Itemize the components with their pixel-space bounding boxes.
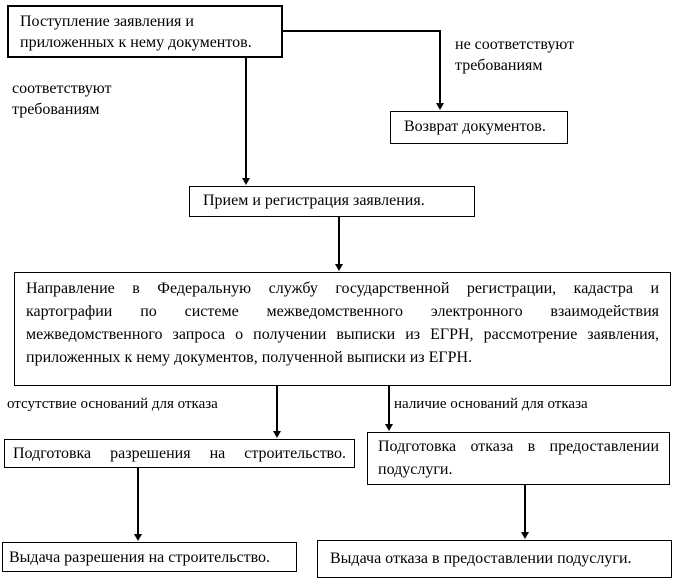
edge-receipt-return-vline bbox=[439, 30, 441, 104]
node-issue-permit-label: Выдача разрешения на строительство. bbox=[9, 549, 271, 566]
node-issue-refusal bbox=[317, 540, 672, 578]
node-registration-label: Прием и регистрация заявления. bbox=[203, 192, 425, 209]
node-prepare-refusal-line: подуслуги. bbox=[378, 461, 453, 478]
node-receipt-label: Поступление заявления и приложенных к нему документов. bbox=[20, 13, 252, 51]
node-registration bbox=[189, 186, 475, 217]
edge-egrn-prepare-refusal-stem bbox=[388, 386, 390, 425]
edge-label-refusal-grounds bbox=[394, 394, 588, 415]
node-egrn-request-line: Направление в Федеральную службу государственной регистрации, кадастра и bbox=[26, 280, 659, 297]
node-prepare-permit bbox=[4, 439, 355, 468]
node-prepare-refusal bbox=[367, 432, 670, 485]
edge-prepare-issue-permit-arrowhead bbox=[134, 534, 142, 541]
node-return-documents-label: Возврат документов. bbox=[404, 118, 546, 135]
node-receipt-of-application bbox=[7, 5, 283, 58]
node-egrn-request-line: межведомственного запроса о получении выписки из ЕГРН, рассмотрение заявления, bbox=[26, 326, 659, 343]
node-issue-refusal-label: Выдача отказа в предоставлении подуслуги. bbox=[330, 550, 632, 567]
edge-receipt-return-hline bbox=[283, 30, 441, 32]
edge-label-not-meets-requirements-text: не соответствуют требованиям bbox=[455, 36, 575, 74]
edge-label-no-refusal-grounds-text: отсутствие оснований для отказа bbox=[7, 396, 218, 412]
edge-egrn-prepare-permit-arrowhead bbox=[273, 431, 281, 438]
edge-prepare-issue-refusal-stem bbox=[524, 485, 526, 533]
node-egrn-request bbox=[14, 272, 671, 386]
edge-prepare-issue-permit-stem bbox=[137, 468, 139, 535]
node-prepare-refusal-line: Подготовка отказа в предоставлении bbox=[378, 438, 659, 455]
edge-receipt-return-arrowhead bbox=[436, 103, 444, 110]
edge-registration-egrn-stem bbox=[338, 217, 340, 265]
node-issue-permit bbox=[2, 542, 297, 572]
edge-egrn-prepare-refusal-arrowhead bbox=[385, 424, 393, 431]
edge-label-refusal-grounds-text: наличие оснований для отказа bbox=[394, 396, 588, 412]
edge-receipt-registration-stem bbox=[245, 58, 247, 179]
node-prepare-permit-label: Подготовка разрешения на строительство. bbox=[13, 445, 346, 462]
edge-label-meets-requirements bbox=[12, 78, 152, 120]
edge-label-no-refusal-grounds bbox=[7, 394, 218, 415]
edge-receipt-registration-arrowhead bbox=[242, 178, 250, 185]
edge-registration-egrn-arrowhead bbox=[335, 264, 343, 271]
edge-egrn-prepare-permit-stem bbox=[276, 386, 278, 432]
edge-prepare-issue-refusal-arrowhead bbox=[521, 532, 529, 539]
edge-label-not-meets-requirements bbox=[455, 34, 620, 76]
edge-label-meets-requirements-text: соответствуют требованиям bbox=[12, 80, 112, 118]
node-egrn-request-line: картографии по системе межведомственного электронного взаимодействия bbox=[26, 303, 659, 320]
node-return-documents bbox=[390, 111, 568, 144]
node-egrn-request-line: приложенных к нему документов, полученной выписки из ЕГРН. bbox=[26, 349, 473, 366]
